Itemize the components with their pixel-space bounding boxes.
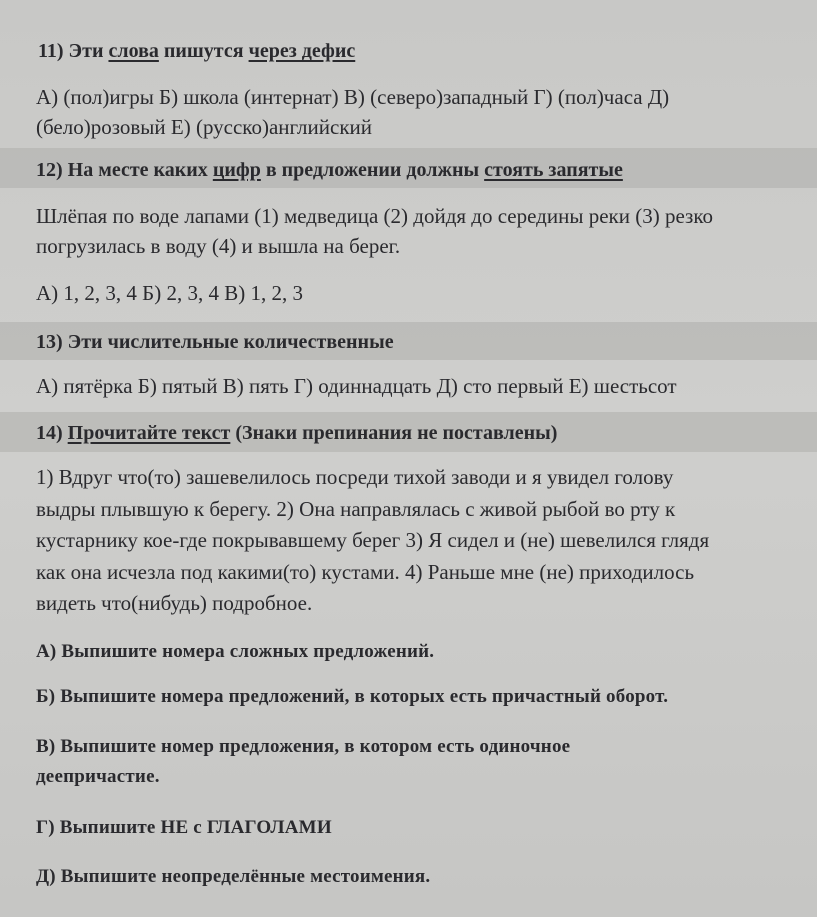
question-14-text-line-2: выдры плывшую к берегу. 2) Она направлялась с живой рыбой во рту к [36,497,676,521]
task-d: Д) Выпишите неопределённые местоимения. [36,866,431,887]
question-13-heading: 13) Эти числительные количественные [36,331,394,353]
question-14-text-line-5: видеть что(нибудь) подробное. [36,591,313,615]
question-12-sentence-line-2: погрузилась в воду (4) и вышла на берег. [36,234,401,258]
question-13-options: А) пятёрка Б) пятый В) пять Г) одиннадцать Д) сто первый Е) шестьсот [36,374,677,398]
task-g: Г) Выпишите НЕ с ГЛАГОЛАМИ [36,817,332,838]
question-12-heading: 12) На месте каких цифр в предложении должны стоять запятые [36,159,623,181]
task-a: А) Выпишите номера сложных предложений. [36,641,435,662]
question-11-heading: 11) Эти слова пишутся через дефис [38,40,356,62]
question-11-options-line-1: А) (пол)игры Б) школа (интернат) В) (северо)западный Г) (пол)часа Д) [36,85,670,109]
question-14-heading: 14) Прочитайте текст (Знаки препинания не поставлены) [36,422,558,444]
question-12-sentence-line-1: Шлёпая по воде лапами (1) медведица (2) дойдя до середины реки (3) резко [36,204,713,228]
question-14-text-line-1: 1) Вдруг что(то) зашевелилось посреди тихой заводи и я увидел голову [36,465,674,489]
task-v-line-1: В) Выпишите номер предложения, в котором есть одиночное [36,736,571,757]
task-v-line-2: деепричастие. [36,766,160,787]
task-b: Б) Выпишите номера предложений, в которых есть причастный оборот. [36,686,669,707]
question-11-options-line-2: (бело)розовый Е) (русско)английский [36,115,372,139]
question-14-text-line-4: как она исчезла под какими(то) кустами. 4) Раньше мне (не) приходилось [36,560,695,584]
question-12-options: А) 1, 2, 3, 4 Б) 2, 3, 4 В) 1, 2, 3 [36,281,303,305]
question-14-text-line-3: кустарнику кое-где покрывавшему берег 3) Я сидел и (не) шевелился глядя [36,528,710,552]
